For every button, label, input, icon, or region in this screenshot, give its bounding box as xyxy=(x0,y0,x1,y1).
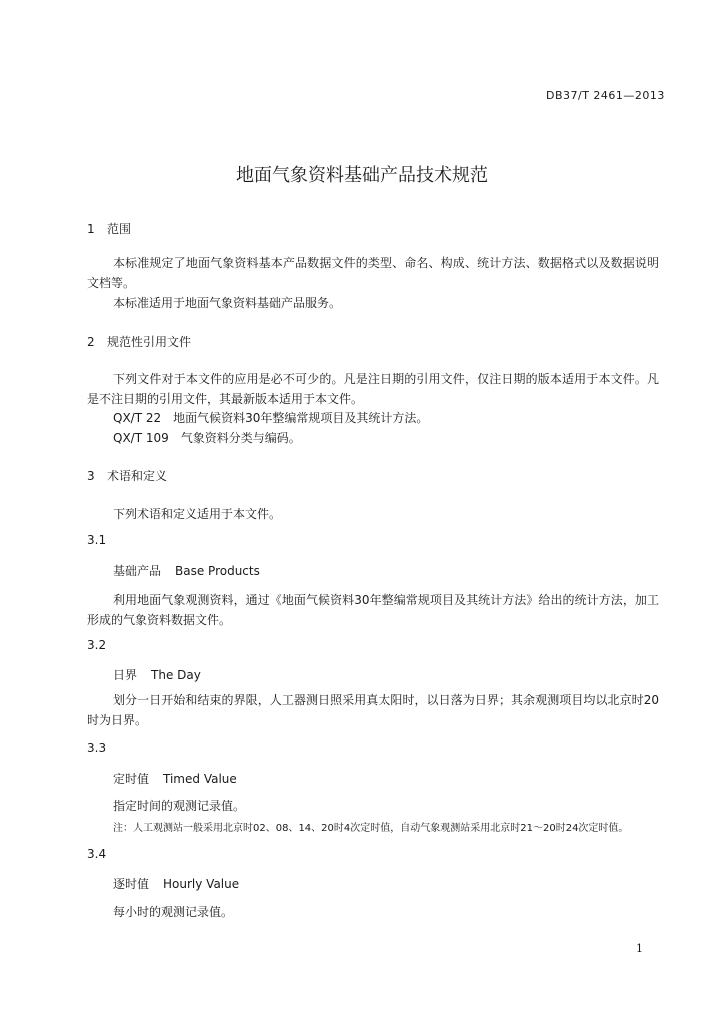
references-paragraph: 下列文件对于本文件的应用是必不可少的。凡是注日期的引用文件，仅注日期的版本适用于本文件。凡是不注日期的引用文件，其最新版本适用于本文件。 xyxy=(87,372,659,406)
term-name-en: The Day xyxy=(151,668,201,682)
term-definition: 划分一日开始和结束的界限，人工器测日照采用真太阳时，以日落为日界；其余观测项目均以北京时20时为日界。 xyxy=(87,693,659,727)
scope-paragraph-2: 本标准适用于地面气象资料基础产品服务。 xyxy=(113,296,342,310)
document-number: DB37/T 2461—2013 xyxy=(546,89,665,102)
term-number: 3.4 xyxy=(87,847,107,861)
page-number: 1 xyxy=(636,942,643,955)
term-note: 注：人工观测站一般采用北京时02、08、14、20时4次定时值，自动气象观测站采用北京时21～20时24次定时值。 xyxy=(113,823,629,834)
term-name-zh: 逐时值 xyxy=(113,877,150,891)
section-heading-terms xyxy=(87,467,167,484)
section-number: 1 xyxy=(87,222,95,236)
term-name-zh: 基础产品 xyxy=(113,564,162,578)
term-name xyxy=(113,666,201,683)
term-definition: 指定时间的观测记录值。 xyxy=(113,799,246,813)
section-title: 范围 xyxy=(107,222,132,236)
section-title: 术语和定义 xyxy=(107,469,168,483)
reference-item-1: QX/T 22 地面气候资料30年整编常规项目及其统计方法。 xyxy=(113,411,429,425)
scope-paragraph-1: 本标准规定了地面气象资料基本产品数据文件的类型、命名、构成、统计方法、数据格式以及数据说明文档等。 xyxy=(87,256,659,290)
term-definition: 利用地面气象观测资料，通过《地面气候资料30年整编常规项目及其统计方法》给出的统计方法，加工形成的气象资料数据文件。 xyxy=(87,593,659,627)
terms-intro: 下列术语和定义适用于本文件。 xyxy=(113,507,282,521)
page-title: 地面气象资料基础产品技术规范 xyxy=(236,165,488,186)
term-name-en: Base Products xyxy=(175,564,260,578)
section-number: 2 xyxy=(87,335,95,349)
term-number: 3.2 xyxy=(87,638,107,652)
term-name-zh: 日界 xyxy=(113,668,138,682)
section-title: 规范性引用文件 xyxy=(107,335,192,349)
term-number: 3.3 xyxy=(87,741,107,755)
term-name-en: Hourly Value xyxy=(163,877,240,891)
term-name-en: Timed Value xyxy=(163,772,237,786)
term-definition: 每小时的观测记录值。 xyxy=(113,905,234,919)
term-name xyxy=(113,562,260,579)
reference-item-2: QX/T 109 气象资料分类与编码。 xyxy=(113,431,301,445)
term-number: 3.1 xyxy=(87,533,107,547)
section-number: 3 xyxy=(87,469,95,483)
section-heading-scope xyxy=(87,220,131,237)
term-name-zh: 定时值 xyxy=(113,772,150,786)
term-name xyxy=(113,875,239,892)
term-name xyxy=(113,770,237,787)
section-heading-normative-references xyxy=(87,333,191,350)
